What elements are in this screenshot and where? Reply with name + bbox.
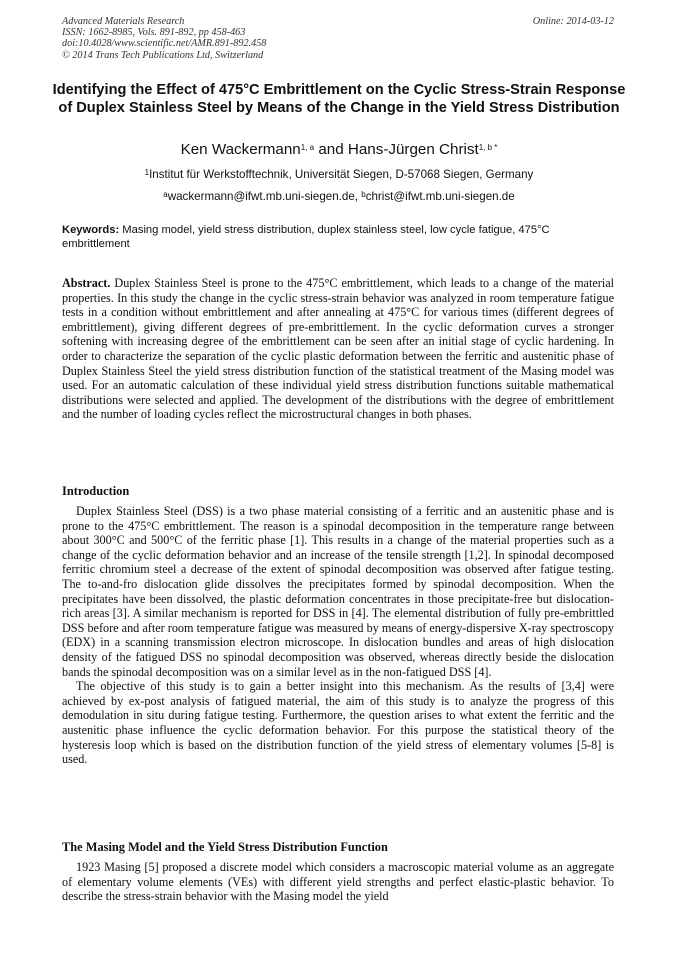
journal-copyright: © 2014 Trans Tech Publications Ltd, Switzerland xyxy=(62,49,264,61)
section-heading-introduction: Introduction xyxy=(62,484,130,498)
paragraph: 1923 Masing [5] proposed a discrete model which considers a macroscopic material volume as an aggregate of elementary volume elements (VEs) with different yield strengths and perfect elastic-plastic behavior. To describe the stress-strain behavior with the Masing model the yield xyxy=(62,860,614,904)
email-superscript: b xyxy=(361,190,366,199)
paragraph: Duplex Stainless Steel (DSS) is a two phase material consisting of a ferritic and an austenitic phase and is prone to the 475°C embrittlement. The reason is a spinodal decomposition in the temperature range between about 300°C and 500°C of the ferritic phase [1]. This results in a change of the material properties such as a change of the cyclic deformation behavior and an increase of the tensile strength [1,2]. In spinodal decomposed ferritic chromium steel a decrease of the extent of spinodal decomposition was observed after fatigue testing. The to-and-fro dislocation glide dissolves the precipitates formed by spinodal decomposition. When the precipitates have been dissolved, the plastic deformation concentrates in those precipitate-free but dislocation-rich areas [3]. A similar mechanism is reported for DSS in [4]. The elemental distribution of fully pre-embrittled DSS before and after room temperature fatigue was measured by means of energy-dispersive X-ray spectroscopy (EDX) in a scanning transmission electron microscope. In dislocation bundles and areas of high dislocation density of the fatigued DSS no spinodal decomposition was observed, whereas directly beside the dislocation bands the spinodal decomposition was on a similar level as in the non-fatigued DSS [4]. xyxy=(62,504,614,679)
journal-issn: ISSN: 1662-8985, Vols. 891-892, pp 458-463 xyxy=(62,27,246,39)
paper-title: Identifying the Effect of 475°C Embrittlement on the Cyclic Stress-Strain Response of Duplex Stainless Steel by Means of the Change in the Yield Stress Distribution xyxy=(52,82,626,117)
affiliation-text: Institut für Werkstofftechnik, Universität Siegen, D-57068 Siegen, Germany xyxy=(149,168,534,181)
author-conjunction: and xyxy=(314,141,348,158)
online-date: Online: 2014-03-12 xyxy=(532,16,614,27)
author-name: Ken Wackermann xyxy=(180,141,301,158)
abstract-label: Abstract. xyxy=(62,276,111,290)
keywords-text: Masing model, yield stress distribution, duplex stainless steel, low cycle fatigue, 475°C embrittlement xyxy=(62,224,550,250)
masing-body xyxy=(62,860,614,904)
affiliation xyxy=(0,167,678,182)
keywords xyxy=(62,224,614,251)
email-link[interactable]: wackermann@ifwt.mb.uni-siegen.de, xyxy=(167,190,362,203)
email-link[interactable]: christ@ifwt.mb.uni-siegen.de xyxy=(365,190,515,203)
author-line xyxy=(0,140,678,160)
email-line xyxy=(0,189,678,204)
abstract xyxy=(62,276,614,422)
author-superscript: 1, b * xyxy=(478,143,498,152)
journal-doi[interactable]: doi:10.4028/www.scientific.net/AMR.891-892.458 xyxy=(62,38,267,50)
paragraph: The objective of this study is to gain a better insight into this mechanism. As the results of [3,4] were achieved by ex-post analysis of fatigued material, the aim of this study is to analyze the progress of this demodulation in situ during fatigue testing. Furthermore, the question arises to what extent the ferritic and the austenitic phase influence the cyclic deformation behavior. For this purpose the statistical theory of the hysteresis loop which is based on the distribution function of the yield stress of elementary volumes [5-8] is used. xyxy=(62,679,614,767)
email-superscript: a xyxy=(163,190,168,199)
author-name: Hans-Jürgen Christ xyxy=(347,141,479,158)
abstract-text: Duplex Stainless Steel is prone to the 475°C embrittlement, which leads to a change of the material properties. In this study the change in the cyclic stress-strain behavior was analyzed in room temperature fatigue tests in a condition without embrittlement and after annealing at 475°C for various times (different degrees of embrittlement), giving different degrees of pre-embrittlement. In the cyclic deformation curves a stronger softening with increasing degree of the embrittlement can be seen after an initial stage of cyclic hardening. In order to characterize the separation of the cyclic plastic deformation between the ferritic and austenitic phase of Duplex Stainless Steel the yield stress distribution function of the statistical treatment of the Masing model was used. For an automatic calculation of these individual yield stress distribution functions suitable mathematical distributions were selected and applied. The development of the distributions with the degree of embrittlement and the number of loading cycles reflect the microstructural changes in both phases. xyxy=(62,276,614,422)
author-superscript: 1, a xyxy=(300,143,315,152)
journal-header xyxy=(62,16,614,61)
keywords-label: Keywords: xyxy=(62,224,120,236)
introduction-body xyxy=(62,504,614,767)
affiliation-superscript: 1 xyxy=(144,168,150,177)
section-heading-masing: The Masing Model and the Yield Stress Distribution Function xyxy=(62,840,388,854)
journal-name: Advanced Materials Research xyxy=(62,16,185,27)
